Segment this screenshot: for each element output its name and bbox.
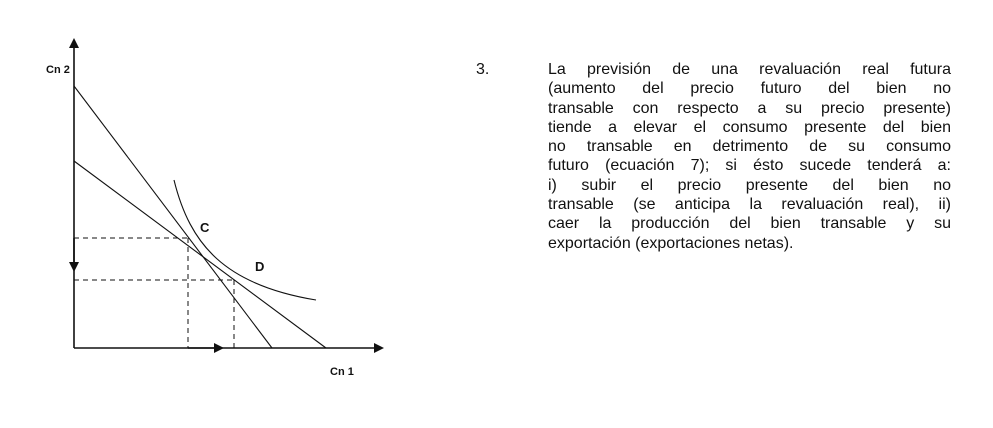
budget-line-steep [74, 86, 272, 348]
paragraph-line: La previsión de una revaluación real futura [548, 61, 951, 78]
paragraph-line: no transable en detrimento de su consumo [548, 138, 951, 156]
budget-constraint-diagram [0, 0, 420, 428]
indifference-curve [174, 180, 316, 300]
paragraph-line: tiende a elevar el consumo presente del bien [548, 118, 951, 136]
y-axis-label: Cn 2 [46, 64, 70, 76]
paragraph-line: transable con respecto a su precio presente) [548, 99, 951, 117]
point-d-label: D [255, 259, 265, 274]
paragraph-line: futuro (ecuación 7); si ésto sucede tenderá a: [548, 157, 951, 175]
paragraph-line: i) subir el precio presente del bien no [548, 176, 951, 194]
point-c-label: C [200, 220, 210, 235]
paragraph-line: caer la producción del bien transable y su [548, 215, 951, 233]
paragraph-line: (aumento del precio futuro del bien no [548, 80, 951, 98]
x-axis-label: Cn 1 [330, 366, 354, 378]
item-paragraph [548, 60, 951, 253]
paragraph-line: exportación (exportaciones netas). [548, 234, 794, 252]
budget-line-flat [74, 161, 326, 348]
paragraph-line: transable (se anticipa la revaluación real), ii) [548, 196, 951, 214]
item-number: 3. [476, 61, 490, 78]
